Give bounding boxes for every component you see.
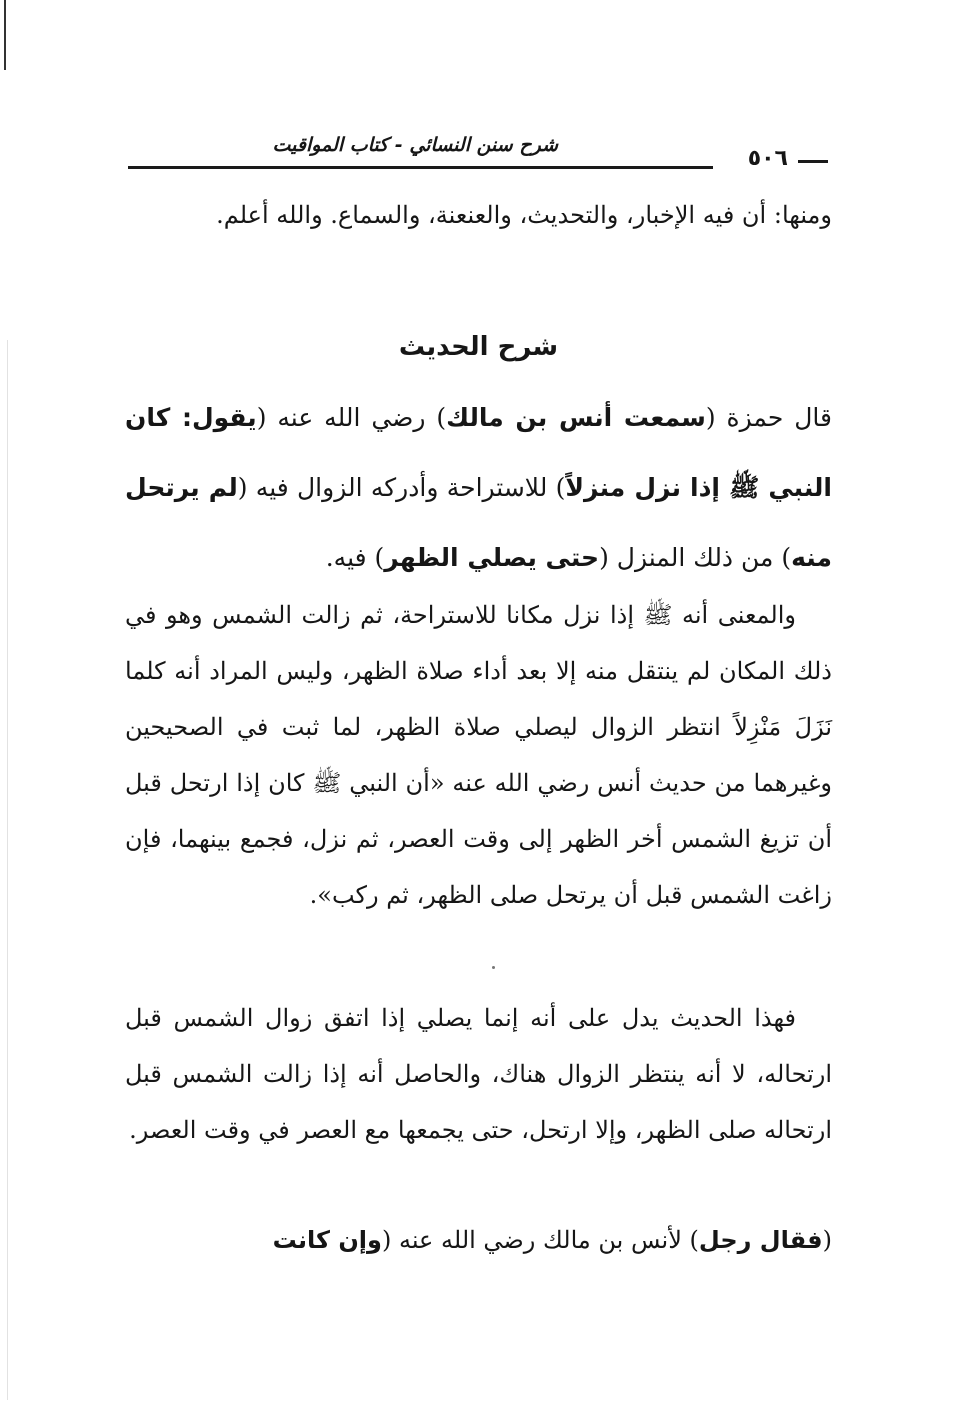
paragraph-2-text-5: ) فيه. bbox=[325, 543, 385, 572]
paragraph-1: ومنها: أن فيه الإخبار، والتحديث، والعنعنة، والسماع. والله أعلم. bbox=[216, 201, 832, 229]
paragraph-2-text-4: ) من ذلك المنزل ( bbox=[599, 543, 792, 572]
page-number-dash bbox=[798, 160, 828, 163]
page-header bbox=[128, 124, 828, 174]
paragraph-3-text: والمعنى أنه ﷺ إذا نزل مكانا للاستراحة، ثم زالت الشمس وهو في ذلك المكان لم ينتقل منه إلا بعد أداء صلاة الظهر، وليس المراد أنه كلما نَزَلَ مَنْزِلاً انتظر الزوال ليصلي صلاة الظهر، لما ثبت في الصحيحين وغيرهما من حديث أنس رضي الله عنه «أن النبي ﷺ كان إذا ارتحل قبل أن تزيغ الشمس أخر الظهر إلى وقت العصر، ثم نزل، فجمع بينهما، فإن زاغت الشمس قبل أن يرتحل صلى الظهر، ثم ركب». bbox=[125, 601, 832, 909]
paragraph-2-quote-3: لم يرتحل منه bbox=[125, 473, 832, 572]
paragraph-5-quote-1: فقال رجل bbox=[698, 1226, 823, 1254]
paragraph-2-quote-4: حتى يصلي الظهر bbox=[384, 543, 600, 572]
paragraph-2-quote-1: سمعت أنس بن مالك bbox=[446, 403, 706, 432]
paragraph-5-text-1: ( bbox=[822, 1226, 832, 1254]
scan-edge-mark bbox=[4, 0, 6, 70]
paragraph-2-text-2: ) رضي الله عنه ( bbox=[256, 403, 447, 432]
header-rule bbox=[128, 166, 713, 169]
paragraph-4-text: فهذا الحديث يدل على أنه إنما يصلي إذا اتفق زوال الشمس قبل ارتحاله، لا أنه ينتظر الزوال هناك، والحاصل أنه إذا زالت الشمس قبل ارتحاله صلى الظهر، وإلا ارتحل، حتى يجمعها مع العصر في وقت العصر. bbox=[125, 1004, 833, 1144]
paragraph-2 bbox=[125, 383, 832, 593]
paragraph-5-text-2: ) لأنس بن مالك رضي الله عنه ( bbox=[381, 1226, 699, 1254]
scan-speck bbox=[492, 966, 495, 969]
page-number: ٥٠٦ bbox=[747, 146, 788, 171]
paragraph-2-text-3: ) للاستراحة وأدركه الزوال فيه ( bbox=[237, 473, 566, 502]
paragraph-2-quote-2: يقول: كان النبي ﷺ إذا نزل منزلاً bbox=[125, 403, 832, 502]
scan-edge-line bbox=[7, 340, 8, 1400]
paragraph-4 bbox=[125, 990, 832, 1158]
paragraph-5-quote-2: وإن كانت bbox=[272, 1226, 382, 1254]
paragraph-3 bbox=[125, 587, 832, 923]
paragraph-2-text-1: قال حمزة ( bbox=[705, 403, 832, 432]
paragraph-5 bbox=[125, 1212, 832, 1268]
section-heading: شرح الحديث bbox=[398, 332, 559, 362]
running-title: شرح سنن النسائي - كتاب المواقيت bbox=[272, 134, 558, 156]
